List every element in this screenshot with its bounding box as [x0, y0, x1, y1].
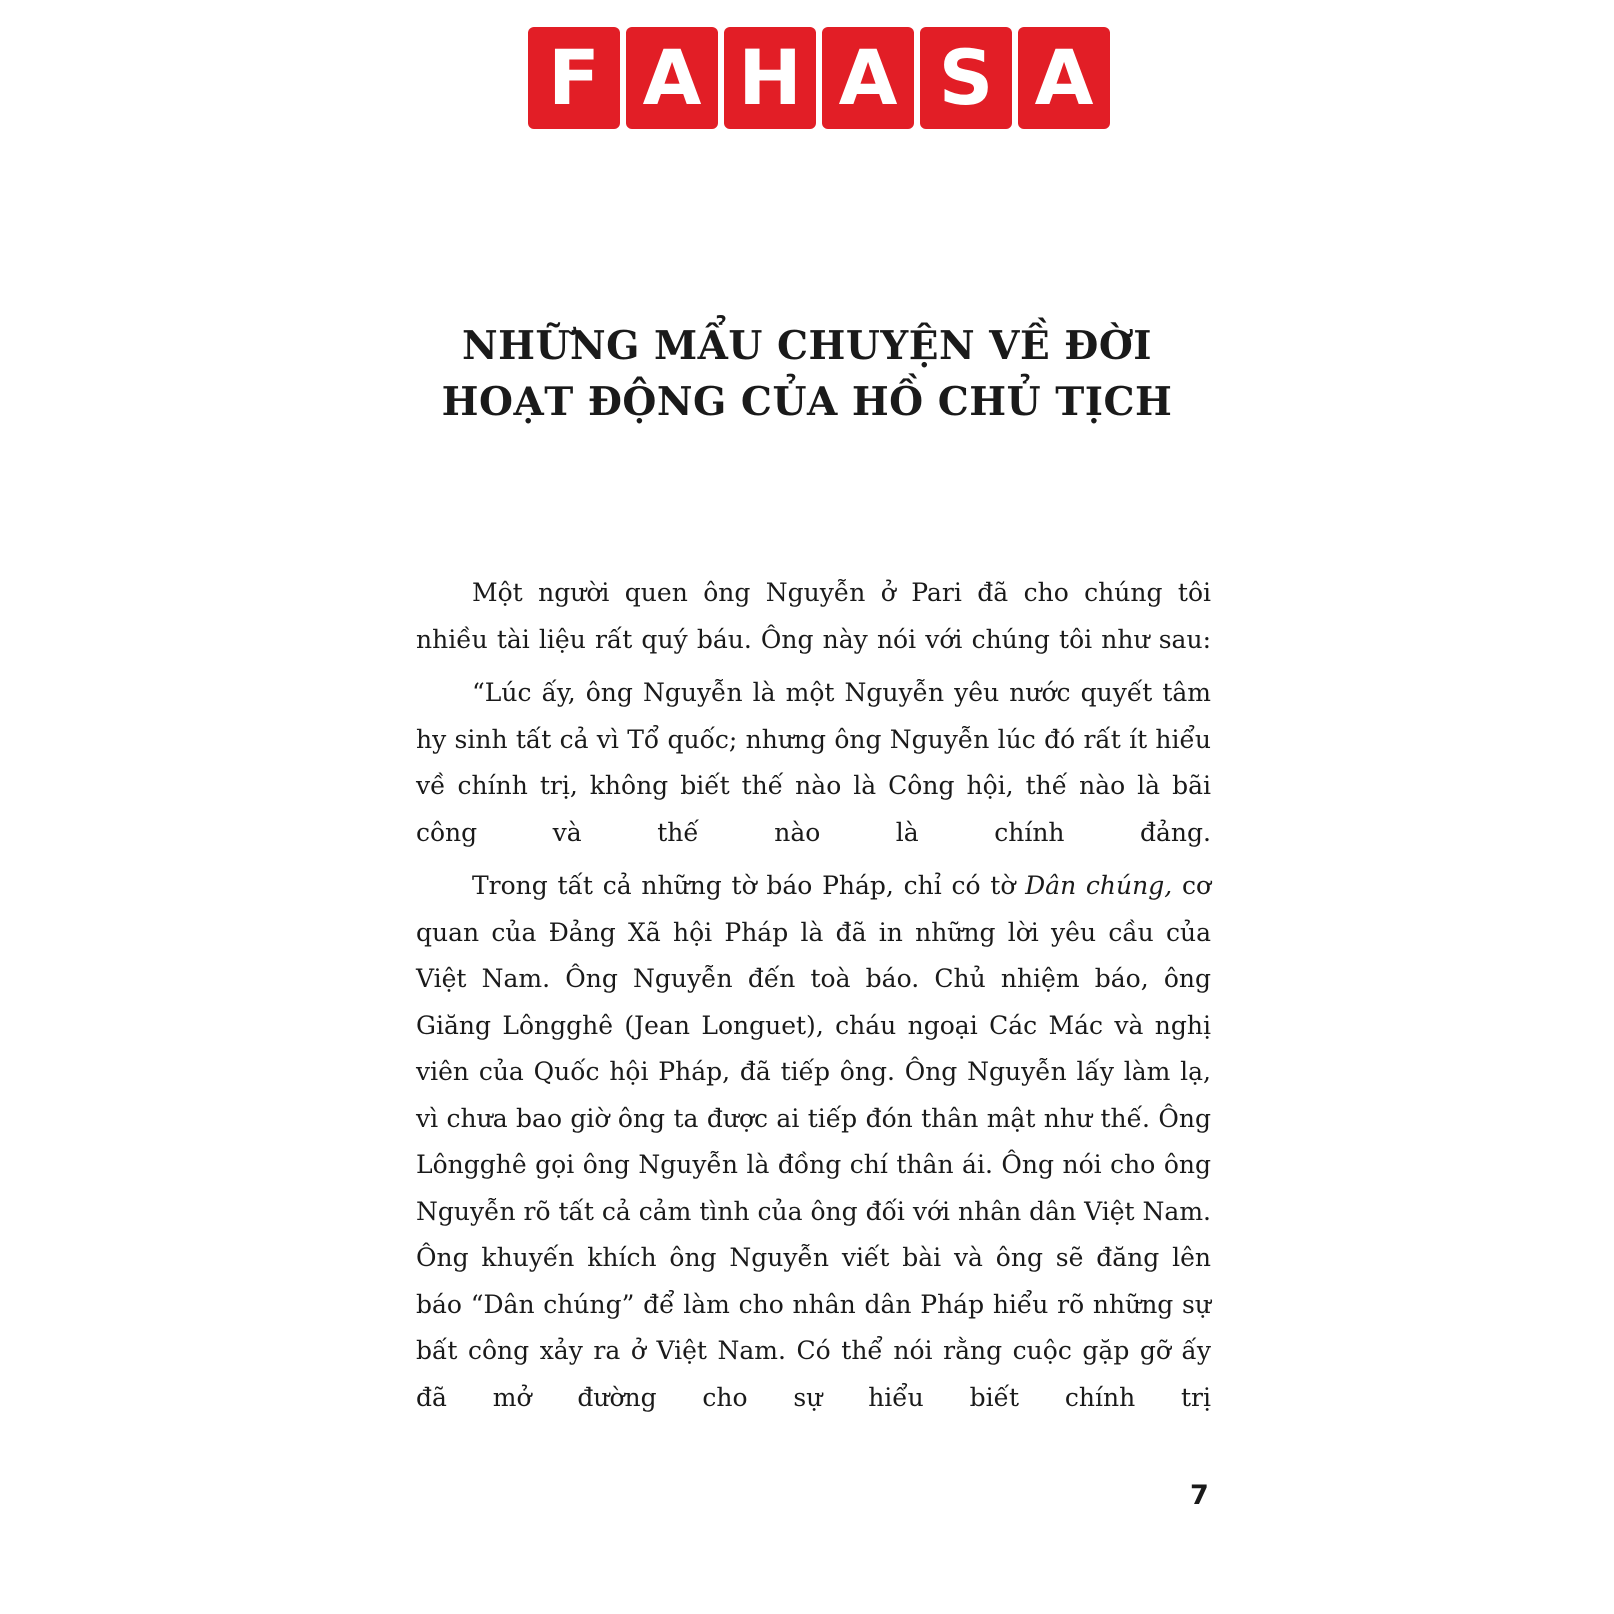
logo-tile [528, 27, 620, 129]
paragraph-3-text-start: Trong tất cả những tờ báo Pháp, chỉ có tờ [472, 871, 1026, 900]
page-number: 7 [1190, 1480, 1209, 1511]
logo-tile [920, 27, 1012, 129]
logo-letter: A [642, 33, 702, 122]
logo-letter: A [838, 33, 898, 122]
logo-tile [822, 27, 914, 129]
logo-letter: H [738, 33, 802, 122]
logo-tile [724, 27, 816, 129]
logo-tile [1018, 27, 1110, 129]
logo-letter: A [1034, 33, 1094, 122]
logo-letter: S [938, 33, 994, 122]
chapter-title-line-1: NHỮNG MẨU CHUYỆN VỀ ĐỜI [461, 323, 1153, 369]
logo-tile [626, 27, 718, 129]
body-text [416, 570, 1211, 1428]
logo-letter: F [548, 33, 600, 122]
fahasa-logo [528, 27, 1110, 129]
chapter-title [0, 318, 1614, 430]
paragraph-3-text-rest: cơ quan của Đảng Xã hội Pháp là đã in những lời yêu cầu của Việt Nam. Ông Nguyễn đến toà báo. Chủ nhiệm báo, ông Giăng Lôngghê (Jean Longuet), cháu ngoại Các Mác và nghị viên của Quốc hội Pháp, đã tiếp ông. Ông Nguyễn lấy làm lạ, vì chưa bao giờ ông ta được ai tiếp đón thân mật như thế. Ông Lôngghê gọi ông Nguyễn là đồng chí thân ái. Ông nói cho ông Nguyễn rõ tất cả cảm tình của ông đối với nhân dân Việt Nam. Ông khuyến khích ông Nguyễn viết bài và ông sẽ đăng lên báo “Dân chúng” để làm cho nhân dân Pháp hiểu rõ những sự bất công xảy ra ở Việt Nam. Có thể nói rằng cuộc gặp gỡ ấy đã mở đường cho sự hiểu biết chính trị [416, 871, 1211, 1412]
paragraph-3 [416, 863, 1211, 1421]
newspaper-title-italic: Dân chúng, [1025, 871, 1173, 900]
chapter-title-line-2: HOẠT ĐỘNG CỦA HỒ CHỦ TỊCH [441, 379, 1173, 425]
paragraph-2: “Lúc ấy, ông Nguyễn là một Nguyễn yêu nước quyết tâm hy sinh tất cả vì Tổ quốc; nhưng ông Nguyễn lúc đó rất ít hiểu về chính trị, không biết thế nào là Công hội, thế nào là bãi công và thế nào là chính đảng. [416, 678, 1211, 847]
paragraph-1: Một người quen ông Nguyễn ở Pari đã cho chúng tôi nhiều tài liệu rất quý báu. Ông này nói với chúng tôi như sau: [416, 578, 1211, 654]
